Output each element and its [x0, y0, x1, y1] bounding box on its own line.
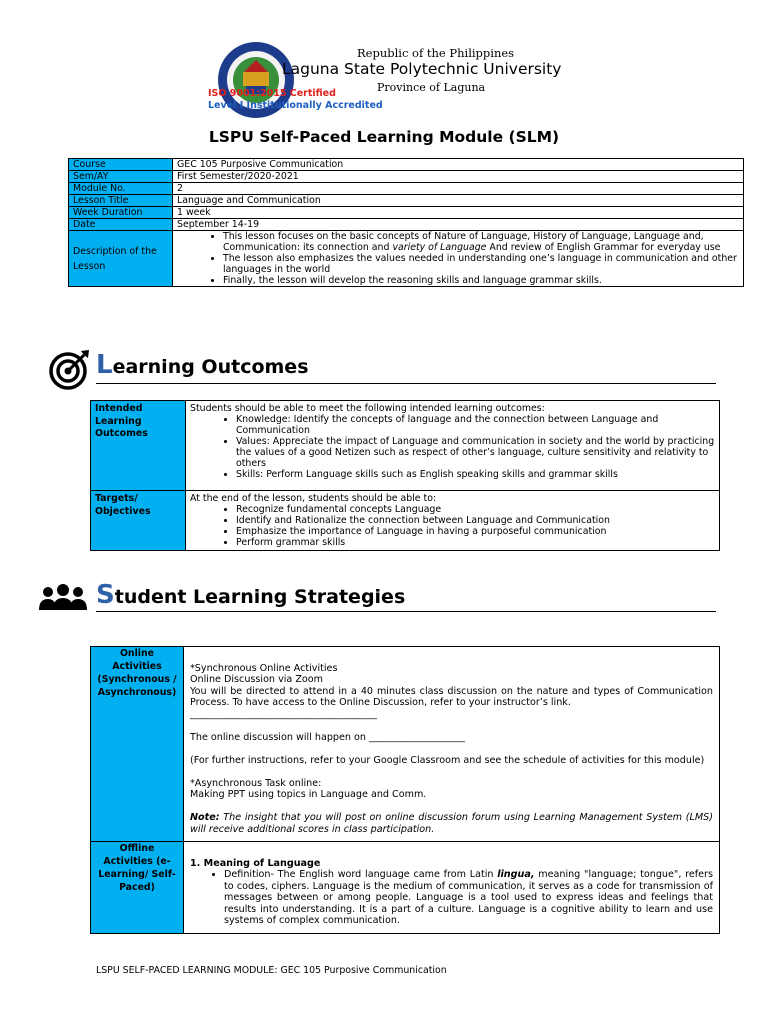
- intended-outcomes-label: Intended Learning Outcomes: [91, 401, 186, 491]
- list-item: • Recognize fundamental concepts Language: [236, 504, 715, 515]
- offline-activities-content: [184, 842, 720, 934]
- online-activities-content: [184, 647, 720, 842]
- intended-outcomes-value: [186, 401, 720, 491]
- strategies-heading: Student Learning Strategies: [96, 580, 406, 610]
- table-row: [69, 207, 744, 219]
- table-row: [69, 195, 744, 207]
- target-icon: [48, 347, 92, 391]
- further-instructions: (For further instructions, refer to your Google Classroom and see the schedule of activities for this module): [190, 754, 705, 766]
- description-bullet: • This lesson focuses on the basic concepts of Nature of Language, History of Language, Language and, Communication: its connection and variety of Language And review of English Grammar for everyday use: [223, 231, 739, 253]
- targets-intro: At the end of the lesson, students should be able to:: [190, 493, 437, 504]
- definition-bullet: • Definition- The English word language came from Latin lingua, meaning "language; tongue", refers to codes, ciphers. Language is the medium of communication, it serves as a code for transmission of messages between or among people. Language is a tool used to express ideas and feelings that results into understanding. It is a part of a culture. Language is a cognitive ability to learn and use systems of complex communication.: [224, 869, 713, 927]
- week-duration-label: Week Duration: [69, 207, 173, 219]
- module-no-label: Module No.: [69, 183, 173, 195]
- university-name: Laguna State Polytechnic University: [282, 60, 562, 78]
- offline-activities-label: Offline Activities (e-Learning/ Self-Paced): [91, 842, 184, 934]
- page-footer: LSPU SELF-PACED LEARNING MODULE: GEC 105 Purposive Communication: [96, 965, 447, 976]
- table-row: [69, 219, 744, 231]
- targets-value: [186, 491, 720, 551]
- note-text: Note: The insight that you will post on online discussion forum using Learning Management System (LMS) will receive additional scores in class participation.: [190, 812, 713, 835]
- sem-ay-label: Sem/AY: [69, 171, 173, 183]
- description-value: [173, 231, 744, 287]
- lesson-title-label: Lesson Title: [69, 195, 173, 207]
- republic-text: Republic of the Philippines: [357, 46, 515, 60]
- list-item: • Perform grammar skills: [236, 537, 715, 548]
- document-title: LSPU Self-Paced Learning Module (SLM): [208, 128, 560, 146]
- intended-intro: Students should be able to meet the following intended learning outcomes:: [190, 403, 545, 414]
- table-row: [69, 231, 744, 287]
- description-bullet: • Finally, the lesson will develop the reasoning skills and language grammar skills.: [223, 275, 739, 286]
- course-label: Course: [69, 159, 173, 171]
- table-row: [69, 171, 744, 183]
- table-row: [91, 401, 720, 491]
- date-label: Date: [69, 219, 173, 231]
- sync-text: You will be directed to attend in a 40 minutes class discussion on the nature and types of Communication Process. To have access to the Online Discussion, refer to your instructor’s link.: [190, 685, 713, 708]
- course-value: GEC 105 Purposive Communication: [173, 159, 744, 171]
- week-duration-value: 1 week: [173, 207, 744, 219]
- lesson-title-value: Language and Communication: [173, 195, 744, 207]
- online-activities-label: Online Activities (Synchronous / Asynchronous): [91, 647, 184, 842]
- accreditation-level: Level I Institutionally Accredited: [208, 100, 383, 111]
- list-item: • Values: Appreciate the impact of Language and communication in society and the world by practicing the values of a good Netizen such as respect of other’s language, culture sensitivity and relativity to others: [236, 436, 715, 469]
- blank-line: _______________________________________: [190, 708, 378, 720]
- description-bullet: • The lesson also emphasizes the values needed in understanding one’s language in communication and other languages in the world: [223, 253, 739, 275]
- async-text: Making PPT using topics in Language and Comm.: [190, 789, 427, 800]
- people-group-icon: [38, 584, 88, 612]
- list-item: • Skills: Perform Language skills such as English speaking skills and grammar skills: [236, 469, 715, 480]
- iso-certification: ISO 9001:2015 Certified: [208, 88, 336, 99]
- list-item: • Identify and Rationalize the connection between Language and Communication: [236, 515, 715, 526]
- section-divider: [96, 611, 716, 612]
- meaning-of-language-title: 1. Meaning of Language: [190, 857, 321, 869]
- discussion-date-text: The online discussion will happen on ____________________: [190, 731, 465, 743]
- module-no-value: 2: [173, 183, 744, 195]
- targets-label: Targets/ Objectives: [91, 491, 186, 551]
- table-row: [91, 491, 720, 551]
- course-info-table: [68, 158, 744, 287]
- async-title: *Asynchronous Task online:: [190, 777, 322, 789]
- list-item: • Emphasize the importance of Language in having a purposeful communication: [236, 526, 715, 537]
- strategies-table: [90, 646, 720, 934]
- table-row: [69, 183, 744, 195]
- date-value: September 14-19: [173, 219, 744, 231]
- sync-subtitle: Online Discussion via Zoom: [190, 674, 323, 685]
- learning-outcomes-heading: Learning Outcomes: [96, 350, 309, 380]
- table-row: [91, 842, 720, 934]
- description-label: Description of the Lesson: [69, 231, 173, 287]
- sync-title: *Synchronous Online Activities: [190, 662, 338, 674]
- sem-ay-value: First Semester/2020-2021: [173, 171, 744, 183]
- list-item: • Knowledge: Identify the concepts of language and the connection between Language and Communication: [236, 414, 715, 436]
- table-row: [91, 647, 720, 842]
- learning-outcomes-table: [90, 400, 720, 551]
- province-text: Province of Laguna: [377, 81, 486, 94]
- table-row: [69, 159, 744, 171]
- section-divider: [96, 383, 716, 384]
